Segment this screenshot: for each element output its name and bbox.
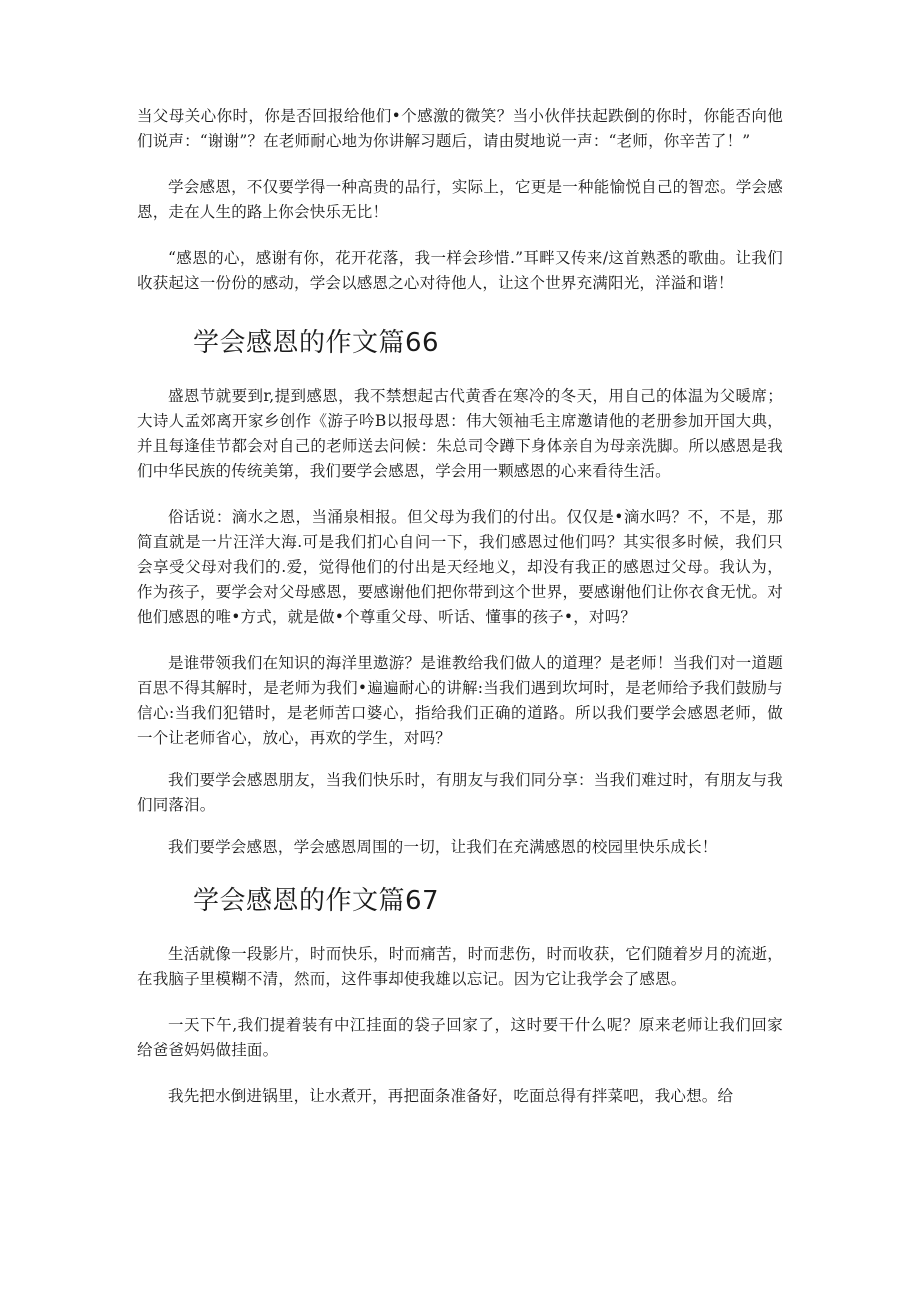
paragraph: 一天下午,我们提着装有中江挂面的袋子回家了，这时要干什么呢？原来老师让我们回家给爸爸妈妈做挂面。	[137, 1016, 783, 1059]
paragraph: 学会感恩，不仅要学得一种高贵的品行，实际上，它更是一种能愉悦自己的智恋。学会感恩，走在人生的路上你会快乐无比！	[137, 178, 783, 221]
paragraph: “感恩的心，感谢有你，花开花落，我一样会珍惜.”耳畔又传来/这首熟悉的歌曲。让我们收获起这一份份的感动，学会以感恩之心对待他人，让这个世界充满阳光，洋溢和谐！	[137, 249, 783, 292]
paragraph: 盛恩节就要到r,提到感恩，我不禁想起古代黄香在寒冷的冬天，用自己的体温为父暖席；大诗人孟郊离开家乡创作《游子吟B以报母恩：伟大领袖毛主席邀请他的老册参加开国大典，并且每逢佳节都会对自己的老师送去问候：朱总司令蹲下身体亲自为母亲洗脚。所以感恩是我们中华民族的传统美第，我们要学会感恩，学会用一颗感恩的心来看待生活。	[137, 387, 783, 480]
paragraph: 我们要学会感恩朋友，当我们快乐时，有朋友与我们同分享：当我们难过时，有朋友与我们同落泪。	[137, 771, 783, 814]
paragraph: 我们要学会感恩，学会感恩周围的一切，让我们在充满感恩的校园里快乐成长！	[168, 838, 718, 856]
section-heading: 学会感恩的作文篇67	[193, 886, 440, 916]
paragraph: 俗话说：滴水之恩，当涌泉相报。但父母为我们的付出。仅仅是•滴水吗？不，不是，那简直就是一片汪洋大海.可是我们扪心自问一下，我们感恩过他们吗？其实很多时候，我们只会享受父母对我们的.爱，觉得他们的付出是天经地义，却没有我正的感恩过父母。我认为，作为孩子，要学会对父母感恩，要感谢他们把你带到这个世界，要感谢他们让你衣食无忧。对他们感恩的唯•方式，就是做•个尊重父母、听话、懂事的孩子•，对吗？	[137, 508, 783, 626]
paragraph: 是谁带领我们在知识的海洋里遨游？是谁教给我们做人的道理？是老师！当我们对一道题百思不得其解时，是老师为我们•遍遍耐心的讲解:当我们遇到坎坷时，是老师给予我们鼓励与信心:当我们犯错时，是老师苦口婆心，指给我们正确的道路。所以我们要学会感恩老师，做一个让老师省心，放心，再欢的学生，对吗？	[137, 654, 783, 747]
paragraph: 生活就像一段影片，时而快乐，时而痛苦，时而悲伤，时而收获，它们随着岁月的流逝，在我脑子里模糊不清，然而，这件事却使我雄以忘记。因为它让我学会了感恩。	[137, 945, 783, 988]
paragraph: 当父母关心你时，你是否回报给他们•个感激的微笑？当小伙伴扶起跌倒的你时，你能否向他们说声：“谢谢”？在老师耐心地为你讲解习题后，请由熨地说一声：“老师，你辛苦了！”	[137, 107, 783, 150]
paragraph: 我先把水倒进锅里，让水煮开，再把面条准备好，吃面总得有拌菜吧，我心想。给	[168, 1087, 734, 1105]
document-body	[137, 104, 783, 1109]
section-heading: 学会感恩的作文篇66	[193, 328, 440, 358]
